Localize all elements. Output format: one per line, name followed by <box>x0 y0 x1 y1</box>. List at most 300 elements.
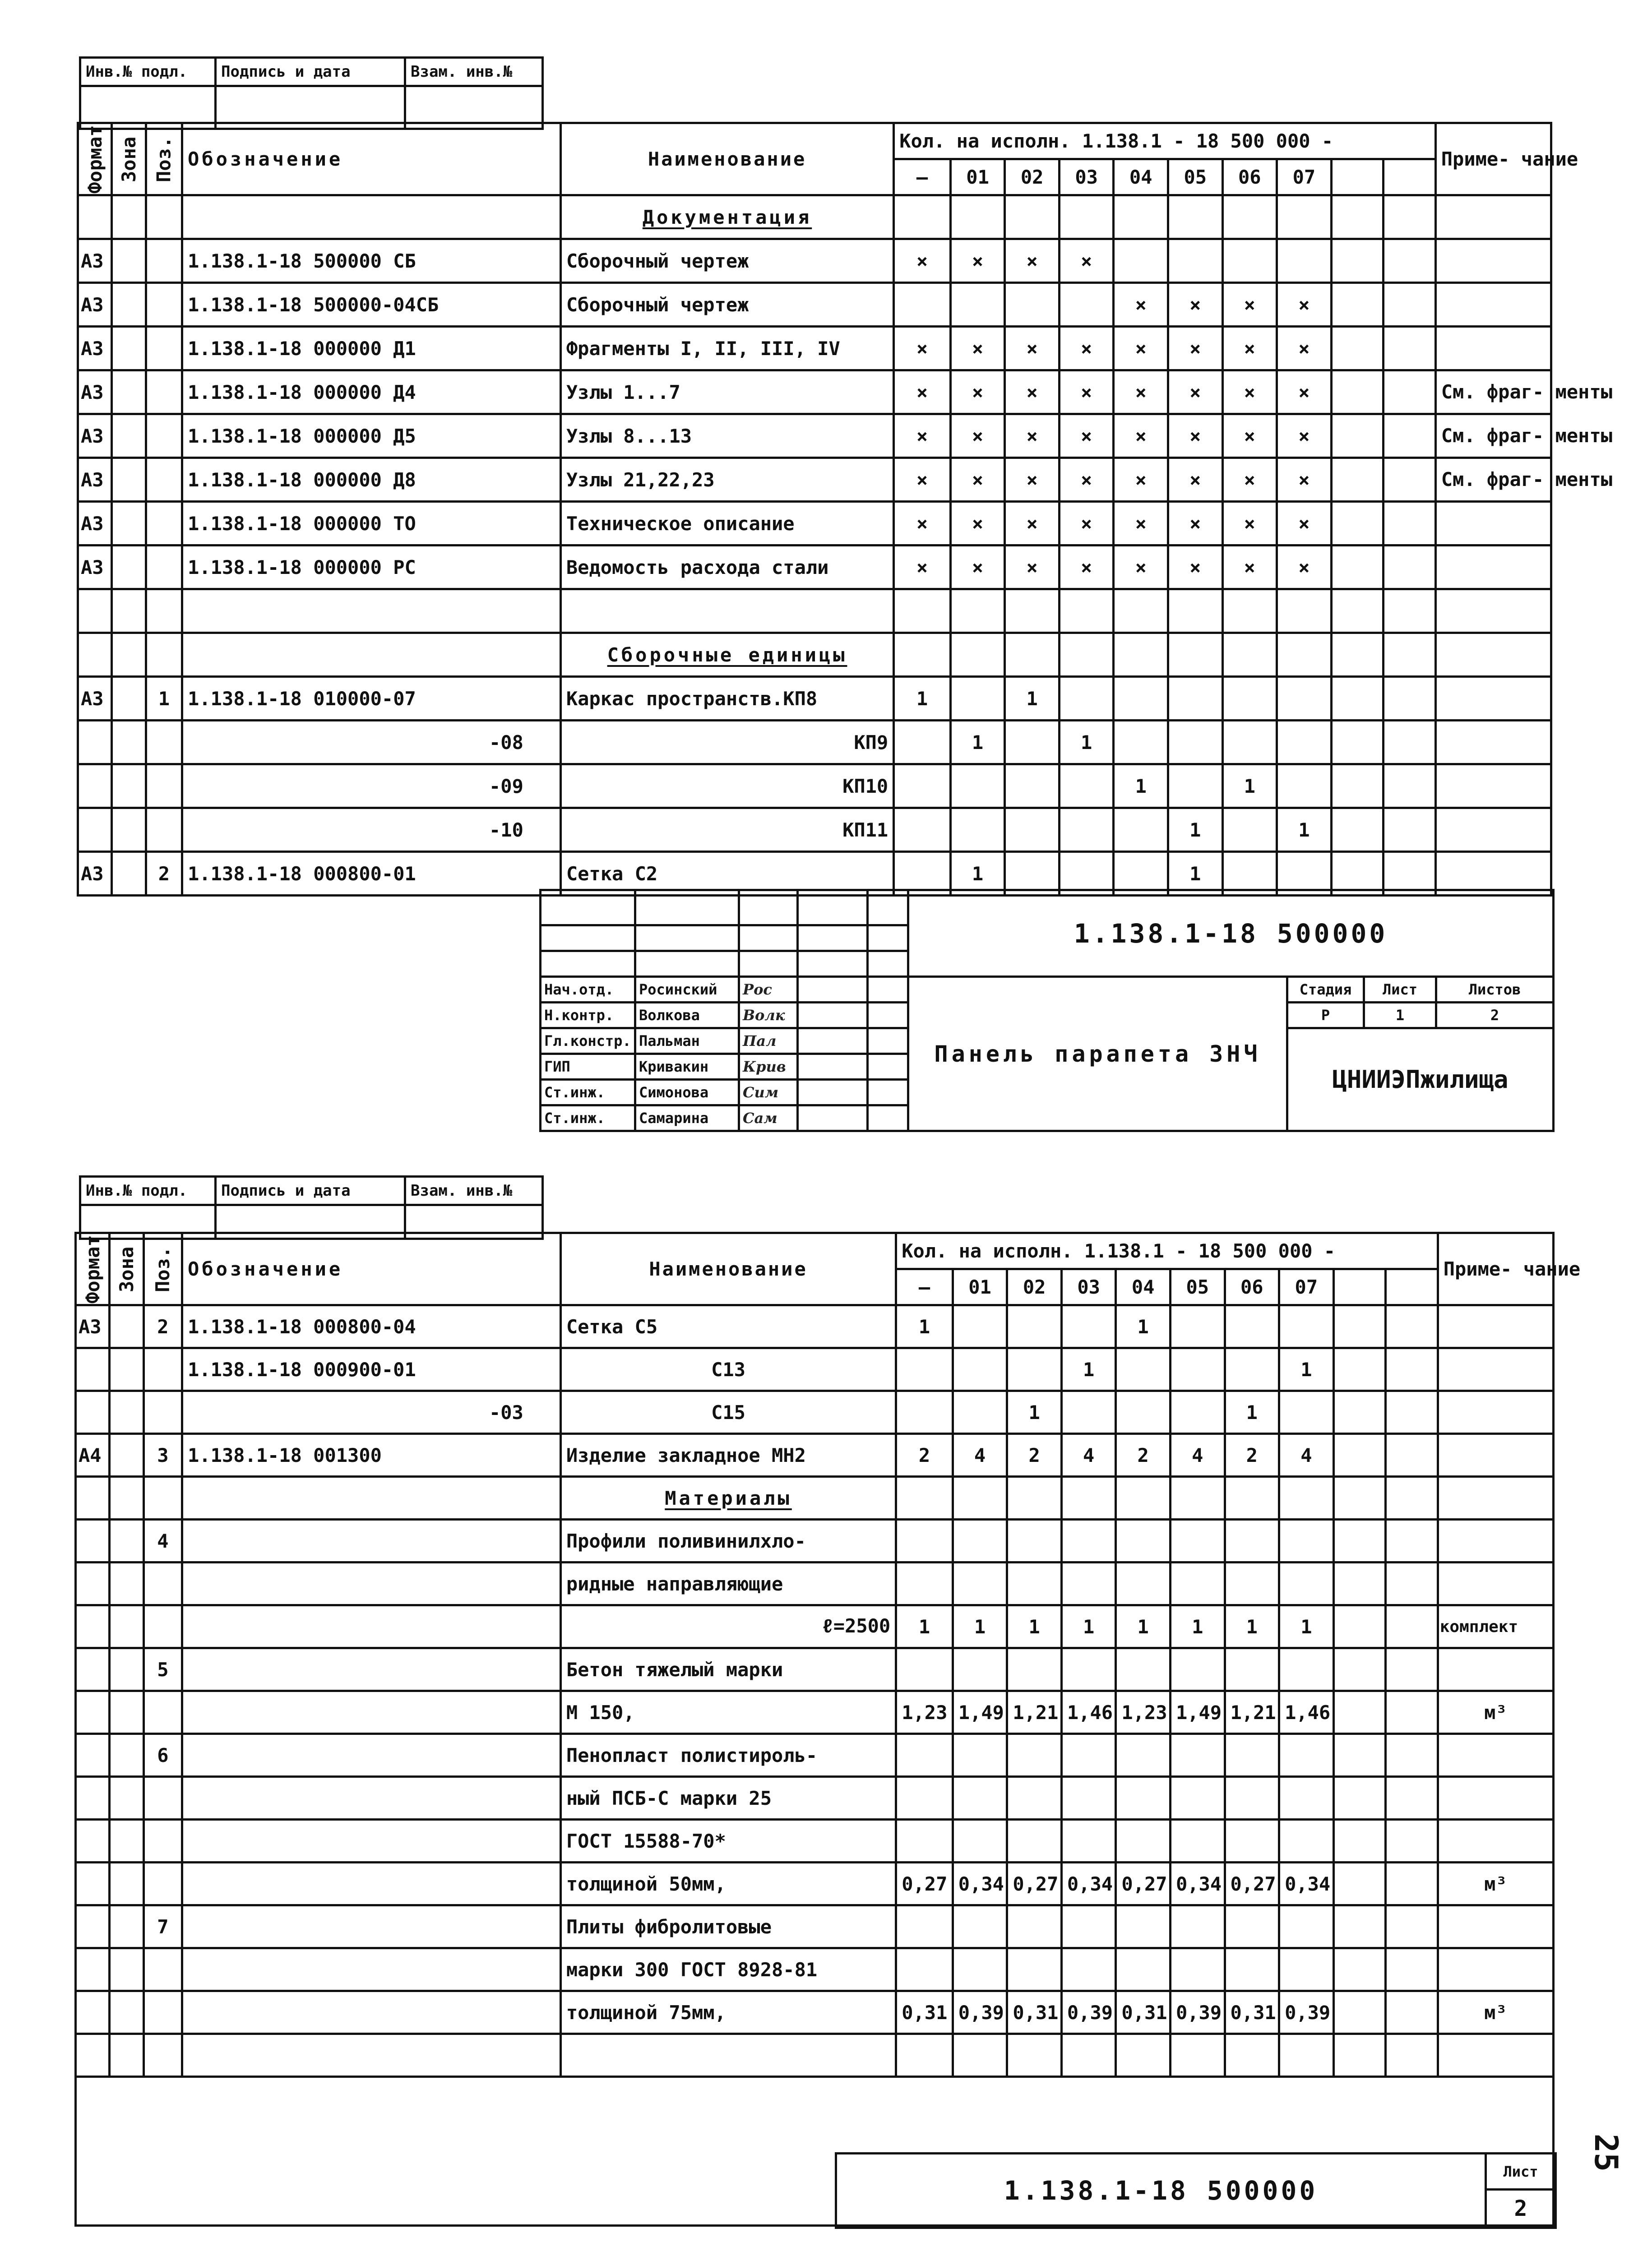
cell-primechanie <box>1435 721 1551 764</box>
cell-oboznachenie: 1.138.1-18 500000 СБ <box>182 239 561 283</box>
cell-ispoln-8 <box>1331 633 1384 677</box>
cell-ispoln-1: 4 <box>953 1434 1007 1477</box>
cell-ispoln-7 <box>1277 721 1332 764</box>
cell-ispoln-4 <box>1116 1563 1171 1605</box>
cell-format: А3 <box>78 327 112 370</box>
cell-poz <box>146 458 182 502</box>
cell-poz <box>146 764 182 808</box>
cell-poz <box>146 589 182 633</box>
cell-ispoln-4: × <box>1114 283 1168 327</box>
cell-naimenovanie: Бетон тяжелый марки <box>560 1648 896 1691</box>
cell-zona <box>112 195 146 239</box>
cell-poz <box>143 1820 182 1863</box>
cell-ispoln-6: × <box>1222 414 1277 458</box>
cell-format <box>76 1563 110 1605</box>
cell-naimenovanie: КП11 <box>560 808 893 852</box>
cell-primechanie <box>1438 1348 1553 1391</box>
footer-block-2 <box>835 2152 1557 2229</box>
header-poz: Поз. <box>146 123 182 195</box>
person-role: Гл.констр. <box>541 1028 635 1054</box>
titleblock-org: ЦНИИЭПжилища <box>1287 1028 1554 1131</box>
cell-ispoln-2 <box>1005 633 1060 677</box>
cell-ispoln-3: × <box>1059 458 1114 502</box>
cell-ispoln-5 <box>1170 1477 1225 1520</box>
cell-ispoln-7: × <box>1277 283 1332 327</box>
cell-ispoln-7 <box>1279 1520 1334 1563</box>
cell-ispoln-6: × <box>1222 327 1277 370</box>
table-row <box>78 633 1551 677</box>
cell-ispoln-7: 4 <box>1279 1434 1334 1477</box>
cell-oboznachenie: 1.138.1-18 000000 Д4 <box>182 370 561 414</box>
stamp-podpis-data: Подпись и дата <box>216 58 405 86</box>
table-row <box>76 1305 1554 1348</box>
cell-ispoln-3 <box>1061 1777 1116 1820</box>
cell-format: А3 <box>78 458 112 502</box>
cell-format: А3 <box>78 852 112 896</box>
cell-oboznachenie <box>182 1477 561 1520</box>
cell-ispoln-4 <box>1114 633 1168 677</box>
cell-ispoln-2: × <box>1005 414 1060 458</box>
cell-ispoln-7: 0,34 <box>1279 1863 1334 1905</box>
cell-zona <box>112 502 146 546</box>
cell-ispoln-1 <box>950 633 1005 677</box>
cell-format <box>76 1820 110 1863</box>
cell-primechanie <box>1435 239 1551 283</box>
cell-naimenovanie: Сетка С5 <box>560 1305 896 1348</box>
cell-primechanie <box>1435 327 1551 370</box>
cell-ispoln-2: 1 <box>1007 1605 1062 1648</box>
cell-ispoln-8 <box>1331 195 1384 239</box>
cell-naimenovanie: толщиной 75мм, <box>560 1991 896 2034</box>
inventory-stamp-2 <box>79 1175 544 1240</box>
cell-ispoln-3: × <box>1059 239 1114 283</box>
cell-ispoln-1 <box>953 1820 1007 1863</box>
cell-ispoln-6: × <box>1222 502 1277 546</box>
person-signature: Крив <box>739 1054 798 1080</box>
cell-ispoln-7 <box>1277 764 1332 808</box>
cell-format <box>76 1348 110 1391</box>
cell-ispoln-5: 0,39 <box>1170 1991 1225 2034</box>
cell-ispoln-5 <box>1168 721 1222 764</box>
inventory-stamp <box>79 56 544 130</box>
cell-ispoln-6 <box>1225 1477 1279 1520</box>
page-number: 25 <box>1587 2133 1624 2172</box>
cell-ispoln-3 <box>1061 1477 1116 1520</box>
cell-oboznachenie <box>182 1691 561 1734</box>
cell-ispoln-1: 0,34 <box>953 1863 1007 1905</box>
cell-ispoln-3 <box>1059 589 1114 633</box>
cell-ispoln-2 <box>1007 1948 1062 1991</box>
cell-ispoln-1 <box>950 677 1005 721</box>
cell-ispoln-4: 1,23 <box>1116 1691 1171 1734</box>
cell-ispoln-8 <box>1333 1905 1386 1948</box>
cell-zona <box>110 1820 143 1863</box>
cell-ispoln-9 <box>1384 808 1436 852</box>
cell-ispoln-3 <box>1061 1820 1116 1863</box>
cell-ispoln-1 <box>953 1777 1007 1820</box>
cell-oboznachenie <box>182 589 561 633</box>
cell-ispoln-2: × <box>1005 239 1060 283</box>
cell-ispoln-3 <box>1061 1520 1116 1563</box>
cell-ispoln-1 <box>950 764 1005 808</box>
person-name: Кривакин <box>635 1054 739 1080</box>
cell-ispoln-4 <box>1114 589 1168 633</box>
cell-oboznachenie: 1.138.1-18 000000 Д5 <box>182 414 561 458</box>
cell-ispoln-3: 1 <box>1061 1605 1116 1648</box>
cell-oboznachenie <box>182 1991 561 2034</box>
cell-ispoln-1: × <box>950 458 1005 502</box>
cell-format <box>76 1991 110 2034</box>
cell-ispoln-0 <box>896 1348 953 1391</box>
cell-ispoln-7 <box>1277 589 1332 633</box>
titleblock-list-label: Лист <box>1364 977 1436 1003</box>
cell-poz <box>146 414 182 458</box>
titleblock-stadiya: Р <box>1287 1003 1364 1028</box>
cell-primechanie: м³ <box>1438 1863 1553 1905</box>
cell-ispoln-7 <box>1277 677 1332 721</box>
cell-ispoln-0 <box>894 195 951 239</box>
cell-format <box>76 1520 110 1563</box>
cell-ispoln-1 <box>953 1391 1007 1434</box>
stamp-vzam-inv: Взам. инв.№ <box>405 58 543 86</box>
cell-ispoln-0 <box>896 1648 953 1691</box>
cell-ispoln-9 <box>1386 1734 1438 1777</box>
cell-zona <box>112 589 146 633</box>
cell-ispoln-8 <box>1333 1648 1386 1691</box>
cell-ispoln-6 <box>1222 195 1277 239</box>
cell-ispoln-4 <box>1116 1648 1171 1691</box>
cell-primechanie <box>1435 633 1551 677</box>
cell-ispoln-4: × <box>1114 546 1168 589</box>
cell-ispoln-0: × <box>894 458 951 502</box>
titleblock-listov-label: Листов <box>1436 977 1554 1003</box>
cell-ispoln-2 <box>1005 283 1060 327</box>
cell-ispoln-2 <box>1007 1563 1062 1605</box>
cell-ispoln-3: × <box>1059 327 1114 370</box>
cell-poz <box>146 327 182 370</box>
sheet1-col-7: 07 <box>1277 159 1332 195</box>
cell-zona <box>110 1691 143 1734</box>
titleblock-listov: 2 <box>1436 1003 1554 1028</box>
cell-ispoln-1 <box>953 1520 1007 1563</box>
cell-poz <box>146 502 182 546</box>
cell-ispoln-8 <box>1331 283 1384 327</box>
cell-ispoln-2: × <box>1005 327 1060 370</box>
cell-ispoln-5 <box>1170 1777 1225 1820</box>
cell-primechanie <box>1438 1648 1553 1691</box>
cell-ispoln-9 <box>1384 633 1436 677</box>
cell-poz <box>143 1948 182 1991</box>
person-name: Волкова <box>635 1003 739 1028</box>
cell-format <box>76 1905 110 1948</box>
cell-ispoln-4 <box>1116 1391 1171 1434</box>
cell-ispoln-2 <box>1007 1777 1062 1820</box>
cell-format: А4 <box>76 1434 110 1477</box>
cell-ispoln-9 <box>1386 1434 1438 1477</box>
cell-primechanie <box>1438 1563 1553 1605</box>
table-row <box>76 1605 1554 1648</box>
header2-primechanie: Приме- чание <box>1438 1233 1553 1305</box>
person-name: Пальман <box>635 1028 739 1054</box>
table-row <box>76 1948 1554 1991</box>
cell-ispoln-1 <box>953 1563 1007 1605</box>
cell-ispoln-8 <box>1331 239 1384 283</box>
cell-zona <box>112 327 146 370</box>
cell-naimenovanie: марки 300 ГОСТ 8928-81 <box>560 1948 896 1991</box>
cell-oboznachenie: -09 <box>182 764 561 808</box>
cell-primechanie <box>1438 1820 1553 1863</box>
cell-ispoln-3: × <box>1059 370 1114 414</box>
cell-primechanie <box>1438 1305 1553 1348</box>
titleblock-person-row <box>541 977 1554 1003</box>
cell-ispoln-2 <box>1007 1905 1062 1948</box>
cell-ispoln-0: 0,31 <box>896 1991 953 2034</box>
cell-ispoln-7: 1,46 <box>1279 1691 1334 1734</box>
cell-ispoln-6: 1 <box>1225 1391 1279 1434</box>
cell-ispoln-9 <box>1386 1605 1438 1648</box>
cell-ispoln-1 <box>950 808 1005 852</box>
cell-ispoln-7: × <box>1277 546 1332 589</box>
person-name: Самарина <box>635 1105 739 1131</box>
cell-ispoln-1 <box>953 1948 1007 1991</box>
title-block <box>539 889 1555 1132</box>
cell-naimenovanie: Сетка С2 <box>560 852 893 896</box>
cell-ispoln-7 <box>1279 1648 1334 1691</box>
table-row <box>76 1434 1554 1477</box>
cell-ispoln-5: 1 <box>1168 852 1222 896</box>
cell-ispoln-5 <box>1170 1391 1225 1434</box>
table-row <box>78 195 1551 239</box>
cell-ispoln-0: × <box>894 327 951 370</box>
stamp-inv-podl: Инв.№ подл. <box>80 58 216 86</box>
cell-zona <box>112 852 146 896</box>
sheet2-col-2: 02 <box>1007 1269 1062 1305</box>
cell-ispoln-1 <box>953 1348 1007 1391</box>
cell-ispoln-6 <box>1225 1348 1279 1391</box>
cell-poz: 7 <box>143 1905 182 1948</box>
cell-format <box>76 1605 110 1648</box>
cell-zona <box>110 1605 143 1648</box>
cell-ispoln-9 <box>1386 1991 1438 2034</box>
cell-ispoln-4 <box>1114 677 1168 721</box>
cell-ispoln-3 <box>1059 633 1114 677</box>
cell-oboznachenie: 1.138.1-18 010000-07 <box>182 677 561 721</box>
cell-primechanie: См. фраг- менты <box>1435 414 1551 458</box>
person-role: ГИП <box>541 1054 635 1080</box>
cell-ispoln-7: × <box>1277 458 1332 502</box>
cell-format: А3 <box>78 283 112 327</box>
cell-naimenovanie: Ведомость расхода стали <box>560 546 893 589</box>
cell-ispoln-4 <box>1116 1520 1171 1563</box>
stamp2-inv-podl: Инв.№ подл. <box>80 1177 216 1205</box>
cell-ispoln-5 <box>1168 239 1222 283</box>
cell-ispoln-3 <box>1061 1563 1116 1605</box>
cell-ispoln-5 <box>1168 677 1222 721</box>
cell-format: А3 <box>78 414 112 458</box>
cell-ispoln-1: 1,49 <box>953 1691 1007 1734</box>
cell-ispoln-5: × <box>1168 546 1222 589</box>
cell-naimenovanie: Профили поливинилхло- <box>560 1520 896 1563</box>
cell-ispoln-5 <box>1168 195 1222 239</box>
cell-ispoln-9 <box>1384 414 1436 458</box>
cell-oboznachenie: -03 <box>182 1391 561 1434</box>
cell-primechanie <box>1435 677 1551 721</box>
cell-zona <box>110 1948 143 1991</box>
cell-ispoln-8 <box>1333 1391 1386 1434</box>
cell-ispoln-6 <box>1225 1520 1279 1563</box>
cell-primechanie <box>1438 1391 1553 1434</box>
cell-ispoln-2 <box>1007 1520 1062 1563</box>
sheet2-col-3: 03 <box>1061 1269 1116 1305</box>
cell-ispoln-5 <box>1170 1948 1225 1991</box>
cell-ispoln-9 <box>1386 1948 1438 1991</box>
cell-zona <box>110 1520 143 1563</box>
cell-oboznachenie <box>182 1648 561 1691</box>
cell-ispoln-9 <box>1384 502 1436 546</box>
cell-oboznachenie: 1.138.1-18 000000 РС <box>182 546 561 589</box>
cell-format <box>78 195 112 239</box>
cell-ispoln-4: × <box>1114 414 1168 458</box>
cell-ispoln-9 <box>1386 1563 1438 1605</box>
cell-oboznachenie: 1.138.1-18 000000 ТО <box>182 502 561 546</box>
cell-format: А3 <box>78 370 112 414</box>
cell-poz <box>146 195 182 239</box>
sheet2-col-9 <box>1386 1269 1438 1305</box>
cell-oboznachenie <box>182 1777 561 1820</box>
cell-naimenovanie: Узлы 21,22,23 <box>560 458 893 502</box>
cell-ispoln-7 <box>1279 1477 1334 1520</box>
cell-poz <box>143 1863 182 1905</box>
cell-primechanie <box>1435 283 1551 327</box>
cell-ispoln-6 <box>1222 808 1277 852</box>
cell-ispoln-0 <box>896 1820 953 1863</box>
cell-oboznachenie <box>182 1905 561 1948</box>
cell-ispoln-4 <box>1114 721 1168 764</box>
cell-ispoln-6 <box>1225 1563 1279 1605</box>
cell-primechanie <box>1438 1777 1553 1820</box>
sheet1-col-1: 01 <box>950 159 1005 195</box>
cell-ispoln-1 <box>953 1477 1007 1520</box>
cell-ispoln-0 <box>896 1905 953 1948</box>
sheet1-col-3: 03 <box>1059 159 1114 195</box>
cell-ispoln-2 <box>1005 589 1060 633</box>
table-row <box>76 1348 1554 1391</box>
cell-oboznachenie <box>182 195 561 239</box>
cell-ispoln-6 <box>1225 1777 1279 1820</box>
header2-kol-na-ispoln: Кол. на исполн. 1.138.1 - 18 500 000 - <box>896 1233 1438 1269</box>
cell-primechanie <box>1438 1905 1553 1948</box>
cell-naimenovanie: М 150, <box>560 1691 896 1734</box>
cell-ispoln-2 <box>1007 1348 1062 1391</box>
cell-ispoln-6: 1,21 <box>1225 1691 1279 1734</box>
cell-ispoln-3 <box>1061 1391 1116 1434</box>
cell-oboznachenie: 1.138.1-18 000900-01 <box>182 1348 561 1391</box>
cell-ispoln-3: × <box>1059 502 1114 546</box>
cell-naimenovanie: Документация <box>560 195 893 239</box>
cell-ispoln-8 <box>1333 1777 1386 1820</box>
cell-ispoln-8 <box>1333 1863 1386 1905</box>
cell-ispoln-0 <box>894 721 951 764</box>
cell-ispoln-3: × <box>1059 546 1114 589</box>
cell-ispoln-8 <box>1333 1348 1386 1391</box>
cell-ispoln-0 <box>894 764 951 808</box>
cell-ispoln-5: × <box>1168 458 1222 502</box>
cell-poz <box>146 633 182 677</box>
cell-ispoln-9 <box>1386 1391 1438 1434</box>
cell-format <box>78 721 112 764</box>
cell-ispoln-5 <box>1168 633 1222 677</box>
cell-ispoln-6 <box>1225 1948 1279 1991</box>
cell-poz: 2 <box>143 1305 182 1348</box>
cell-ispoln-8 <box>1331 502 1384 546</box>
cell-format <box>76 1648 110 1691</box>
cell-ispoln-8 <box>1333 1434 1386 1477</box>
cell-zona <box>110 1348 143 1391</box>
spec-table-1 <box>77 122 1613 897</box>
cell-poz <box>146 370 182 414</box>
cell-format <box>78 633 112 677</box>
cell-ispoln-2: 0,31 <box>1007 1991 1062 2034</box>
cell-ispoln-7 <box>1277 239 1332 283</box>
cell-ispoln-3 <box>1059 677 1114 721</box>
cell-ispoln-3: × <box>1059 414 1114 458</box>
cell-ispoln-0: × <box>894 239 951 283</box>
sheet2-col-4: 04 <box>1116 1269 1171 1305</box>
cell-ispoln-6 <box>1225 1820 1279 1863</box>
cell-ispoln-7: × <box>1277 414 1332 458</box>
cell-format <box>78 808 112 852</box>
cell-ispoln-3: 1 <box>1061 1348 1116 1391</box>
person-role: Ст.инж. <box>541 1105 635 1131</box>
cell-zona <box>112 721 146 764</box>
cell-ispoln-2 <box>1007 1648 1062 1691</box>
cell-ispoln-8 <box>1331 370 1384 414</box>
cell-naimenovanie: толщиной 50мм, <box>560 1863 896 1905</box>
table-row <box>78 677 1551 721</box>
header2-zona: Зона <box>110 1233 143 1305</box>
cell-ispoln-5 <box>1170 1348 1225 1391</box>
cell-ispoln-1: × <box>950 239 1005 283</box>
person-signature: Рос <box>739 977 798 1003</box>
cell-format <box>76 1477 110 1520</box>
cell-primechanie <box>1438 1520 1553 1563</box>
cell-format: А3 <box>78 546 112 589</box>
cell-ispoln-2 <box>1007 1820 1062 1863</box>
cell-ispoln-2: × <box>1005 458 1060 502</box>
cell-zona <box>112 283 146 327</box>
cell-format: А3 <box>78 239 112 283</box>
table-row <box>78 589 1551 633</box>
cell-naimenovanie: ГОСТ 15588-70* <box>560 1820 896 1863</box>
table-row <box>78 327 1551 370</box>
cell-ispoln-5: × <box>1168 414 1222 458</box>
cell-ispoln-8 <box>1333 1991 1386 2034</box>
cell-ispoln-2: 1 <box>1005 677 1060 721</box>
cell-ispoln-5 <box>1170 1520 1225 1563</box>
cell-ispoln-0: 0,27 <box>896 1863 953 1905</box>
cell-ispoln-4: 1 <box>1116 1305 1171 1348</box>
cell-ispoln-5 <box>1170 1305 1225 1348</box>
cell-ispoln-8 <box>1331 677 1384 721</box>
cell-naimenovanie: Узлы 1...7 <box>560 370 893 414</box>
cell-ispoln-9 <box>1386 1305 1438 1348</box>
cell-ispoln-1: × <box>950 414 1005 458</box>
cell-ispoln-2 <box>1005 808 1060 852</box>
cell-ispoln-9 <box>1384 589 1436 633</box>
cell-primechanie: комплект <box>1438 1605 1553 1648</box>
cell-ispoln-2: × <box>1005 546 1060 589</box>
titleblock-stadiya-label: Стадия <box>1287 977 1364 1003</box>
